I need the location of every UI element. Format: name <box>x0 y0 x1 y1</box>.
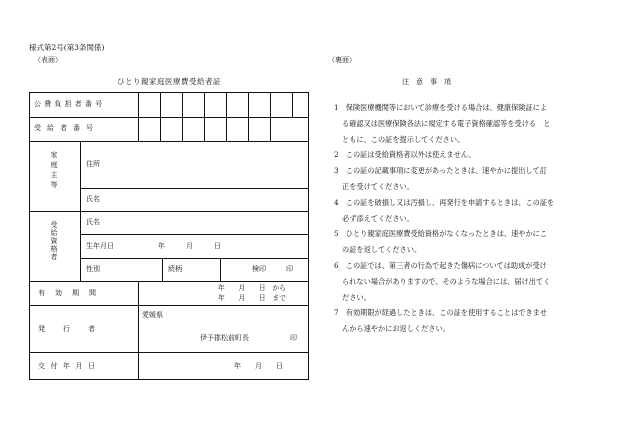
birth-date-value: 年 月 日 <box>158 242 221 250</box>
relation-label: 続柄 <box>168 265 182 273</box>
validity-period-label: 有効期間 <box>38 289 106 297</box>
issuer-label: 発行者 <box>38 325 113 333</box>
recipient-number-label: 受給者番号 <box>34 124 99 132</box>
note-line: 5 ひとり親家庭医療費受給資格がなくなったときは、速やかにこ <box>334 229 548 239</box>
note-line: 必ず添えてください。 <box>342 213 414 223</box>
issue-date-value: 年 月 日 <box>234 362 283 370</box>
validity-to: 年 月 日 まで <box>218 294 286 302</box>
note-line: 正を受けてください。 <box>342 181 414 191</box>
prefecture-name: 愛媛県 <box>142 311 163 319</box>
birth-date-label: 生年月日 <box>86 242 114 250</box>
note-line: 4 この証を破損し又は汚損し、再発行を申請するときは、この証を <box>334 197 555 207</box>
note-line: ともに、この証を提示してください。 <box>342 134 465 144</box>
notes-title: 注 意 事 項 <box>402 78 451 86</box>
payer-number-label: 公費負担者番号 <box>34 100 106 108</box>
note-line: 7 有効期限が経過したときは、この証を使用することはできませ <box>334 308 548 318</box>
validity-from: 年 月 日 から <box>218 284 286 292</box>
certificate-table <box>29 92 309 380</box>
issuer-name: 伊予郡松前町長 <box>200 334 249 342</box>
card-title: ひとり親家庭医療費受給者証 <box>117 77 221 86</box>
inspection-seal-mark: 印 <box>286 265 293 273</box>
eligible-name-label: 氏名 <box>86 218 100 226</box>
household-head-label: 家庭主等 <box>50 151 58 191</box>
note-line: んから速やかにお返しください。 <box>342 324 450 334</box>
note-line: 2 この証は受給資格者以外は使えません。 <box>334 150 476 160</box>
issuer-seal-mark: 印 <box>290 334 297 342</box>
form-number: 様式第2号(第3条関係) <box>29 43 105 52</box>
gender-label: 性別 <box>86 265 100 273</box>
back-side-label: （裏面） <box>328 56 356 64</box>
note-line: る確認又は医療保険各法に規定する電子資格確認等を受ける と <box>342 118 551 128</box>
note-line: の証を返してください。 <box>342 245 422 255</box>
issue-date-label: 交付年月日 <box>38 362 101 370</box>
note-line: ださい。 <box>342 292 371 302</box>
eligible-person-label: 受給資格者 <box>50 221 58 261</box>
note-line: 6 この証では、第三者の行為で起きた傷病については助成が受け <box>334 260 547 270</box>
front-side-label: （表面） <box>34 56 62 64</box>
notes-list <box>334 100 554 337</box>
inspection-label: 検印 <box>252 265 266 273</box>
name-label: 氏名 <box>86 195 100 203</box>
note-line: られない場合がありますので、そのような場合には、届け出てく <box>342 276 551 286</box>
note-line: 1 保険医療機関等において診療を受ける場合は、健康保険証によ <box>334 103 548 112</box>
note-line: 3 この証の記載事項に変更があったときは、速やかに提出して訂 <box>334 166 547 176</box>
address-label: 住所 <box>86 160 100 168</box>
